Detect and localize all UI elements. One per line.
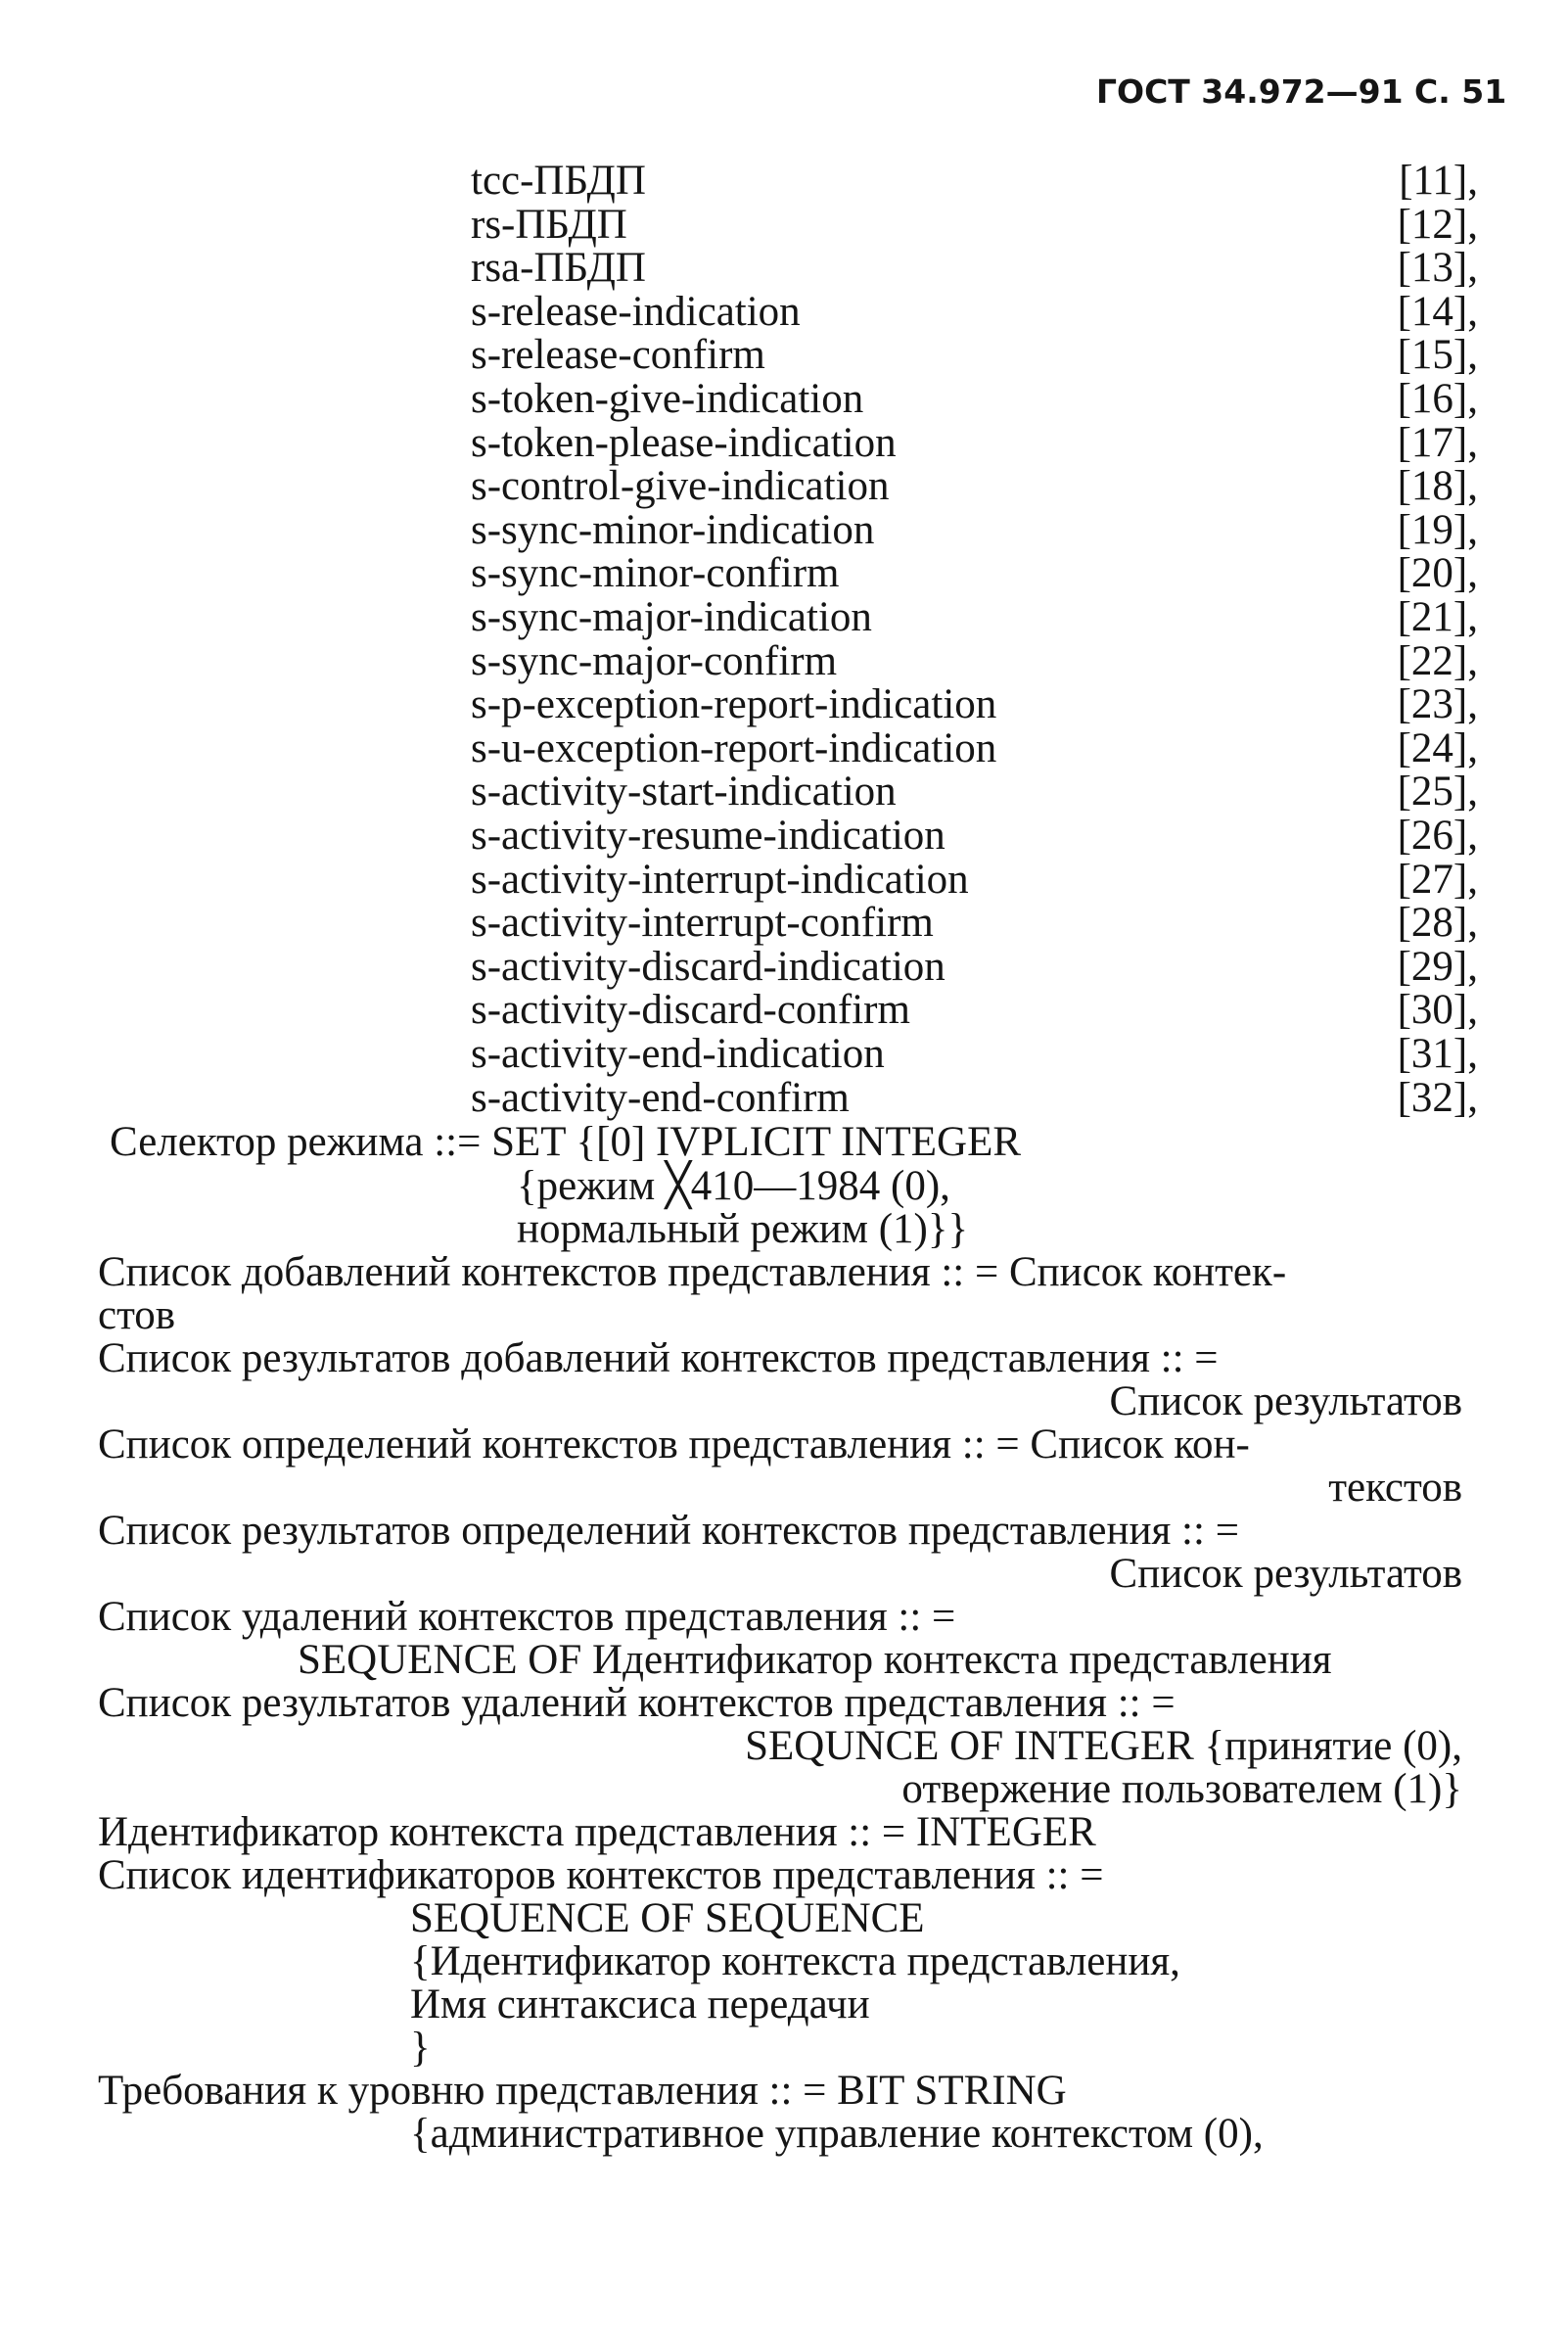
mode-selector-line-2: {режим ╳410—1984 (0), [517,1163,950,1209]
def-results-line-2: Список результатов [1109,1551,1462,1597]
list-item-name: s-activity-discard-confirm [471,987,910,1033]
list-item-tag: [22], [1397,638,1478,684]
list-item-name: s-release-confirm [471,332,765,378]
list-item-name: s-activity-interrupt-confirm [471,900,934,946]
list-item-tag: [17], [1397,420,1478,466]
mode-selector-line-1: Селектор режима ::= SET {[0] IVPLICIT INTEGER [110,1119,1022,1165]
add-results-line-2: Список результатов [1109,1378,1462,1424]
list-item-tag: [23], [1397,681,1478,727]
mode-selector-line-3: нормальный режим (1)}} [517,1206,969,1252]
list-item-tag: [30], [1397,987,1478,1033]
del-list-line-2: SEQUENCE OF Идентификатор контекста представления [298,1637,1332,1683]
list-item-name: s-activity-end-indication [471,1031,885,1077]
list-item-tag: [19], [1397,507,1478,553]
ctx-id-list-line-3: {Идентификатор контекста представления, [410,1938,1180,1984]
list-item-name: rs-ПБДП [471,202,627,248]
list-item-tag: [27], [1397,857,1478,903]
list-item-name: tcc-ПБДП [471,158,646,204]
list-item-tag: [28], [1397,900,1478,946]
list-item-tag: [32], [1397,1075,1478,1121]
add-results-line-1: Список результатов добавлений контекстов представления :: = [98,1335,1219,1381]
ctx-id-list-line-4: Имя синтаксиса передачи [410,1981,870,2027]
list-item-name: s-u-exception-report-indication [471,725,997,771]
ctx-id-list-line-2: SEQUENCE OF SEQUENCE [410,1895,925,1941]
del-results-line-3: отвержение пользователем (1)} [901,1766,1462,1812]
list-item-tag: [21], [1397,594,1478,640]
def-list-line-1: Список определений контекстов представления :: = Список кон- [98,1421,1250,1468]
list-item-name: s-token-give-indication [471,376,864,422]
del-results-line-2: SEQUNCE OF INTEGER {принятие (0), [745,1723,1462,1769]
list-item-tag: [11], [1399,158,1478,204]
def-results-line-1: Список результатов определений контекстов представления :: = [98,1508,1239,1554]
list-item-name: s-activity-end-confirm [471,1075,850,1121]
add-list-line-2: стов [98,1292,176,1338]
list-item-tag: [14], [1397,289,1478,335]
list-item-name: s-activity-discard-indication [471,944,945,990]
del-list-line-1: Список удалений контекстов представления :: = [98,1594,956,1640]
list-item-name: s-release-indication [471,289,801,335]
list-item-tag: [26], [1397,813,1478,859]
page-header: ГОСТ 34.972—91 С. 51 [1096,72,1507,111]
list-item-name: s-sync-major-indication [471,594,872,640]
list-item-name: s-sync-major-confirm [471,638,838,684]
list-item-tag: [24], [1397,725,1478,771]
list-item-name: s-activity-interrupt-indication [471,857,969,903]
list-item-tag: [31], [1397,1031,1478,1077]
requirements-line-1: Требования к уровню представления :: = BIT STRING [98,2068,1067,2114]
list-item-name: rsa-ПБДП [471,245,646,291]
list-item-tag: [20], [1397,550,1478,596]
ctx-id-list-line-1: Список идентификаторов контекстов представления :: = [98,1852,1104,1898]
requirements-line-2: {административное управление контекстом (0), [410,2111,1264,2157]
list-item-tag: [16], [1397,376,1478,422]
list-item-tag: [18], [1397,463,1478,509]
list-item-tag: [12], [1397,202,1478,248]
list-item-name: s-sync-minor-confirm [471,550,840,596]
list-item-name: s-p-exception-report-indication [471,681,997,727]
list-item-tag: [25], [1397,769,1478,815]
list-item-name: s-activity-start-indication [471,769,897,815]
list-item-tag: [29], [1397,944,1478,990]
del-results-line-1: Список результатов удалений контекстов представления :: = [98,1680,1176,1726]
list-item-name: s-token-please-indication [471,420,897,466]
list-item-name: s-sync-minor-indication [471,507,875,553]
ctx-id-list-line-5: } [410,2025,431,2071]
add-list-line-1: Список добавлений контекстов представления :: = Список контек- [98,1249,1287,1295]
ctx-id-line: Идентификатор контекста представления :: = INTEGER [98,1809,1096,1855]
list-item-tag: [15], [1397,332,1478,378]
list-item-tag: [13], [1397,245,1478,291]
list-item-name: s-activity-resume-indication [471,813,945,859]
def-list-line-2: текстов [1328,1465,1462,1511]
list-item-name: s-control-give-indication [471,463,890,509]
